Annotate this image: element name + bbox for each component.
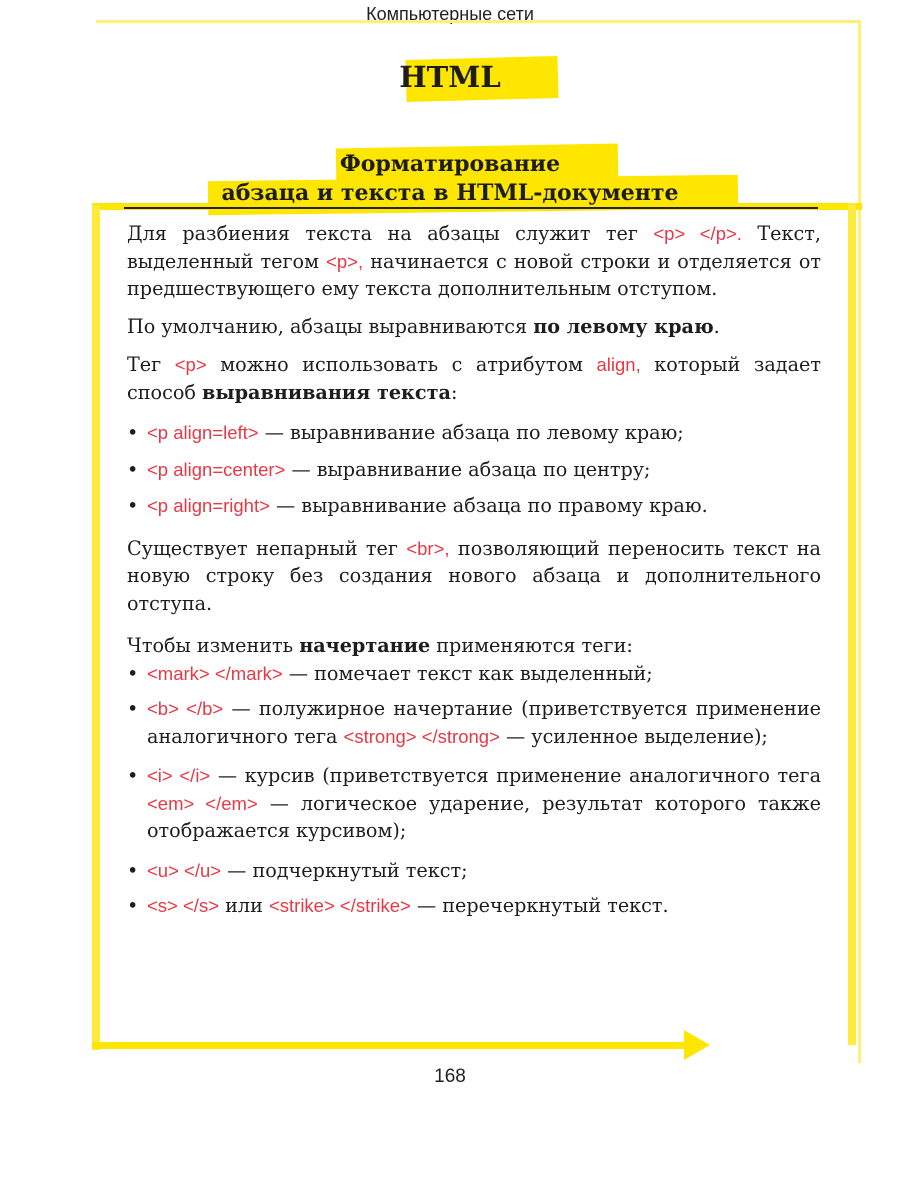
text: По умолчанию, абзацы выравниваются xyxy=(127,314,534,338)
bold-text: начертание xyxy=(299,634,431,657)
text: . xyxy=(713,314,720,338)
text: Текст, выделенный тегом xyxy=(127,222,821,273)
text: можно использовать с атрибутом xyxy=(206,353,597,376)
text: — выравнивание абзаца по центру; xyxy=(285,457,651,481)
yellow-box-left-edge xyxy=(92,205,100,1050)
subtitle-underline xyxy=(124,207,818,209)
text: применяются теги: xyxy=(430,634,633,657)
paragraph-default-align xyxy=(127,313,821,341)
list-item-align-left xyxy=(127,419,821,447)
code-tag: <s> </s> xyxy=(147,895,219,916)
text: который задает способ xyxy=(127,353,821,404)
subtitle-line-2: абзаца и текста в HTML-документе xyxy=(221,180,679,206)
text: — усиленное выделение); xyxy=(499,724,768,748)
bold-text: по левому краю xyxy=(533,314,714,338)
code-tag: <strike> </strike> xyxy=(268,895,411,916)
text: начинается с новой строки и отделяется от предшествующего ему текста дополнительным отступом. xyxy=(127,249,821,300)
text: позволяющий переносить текст на новую строку без создания нового абзаца и дополнительного отступа. xyxy=(127,536,821,615)
list-item-italic xyxy=(127,762,821,845)
code-tag: <p align=left> xyxy=(147,422,259,443)
content-body xyxy=(127,220,821,920)
code-tag: <p>, xyxy=(326,250,364,272)
code-tag: <p> xyxy=(174,354,207,375)
code-tag: <p align=right> xyxy=(147,495,270,516)
text: — выравнивание абзаца по левому краю; xyxy=(258,421,684,444)
paragraph-align-attribute xyxy=(127,351,821,406)
code-tag: align, xyxy=(596,354,641,375)
subtitle-line-1: Форматирование xyxy=(339,151,561,177)
page-title: HTML xyxy=(399,60,501,94)
text: или xyxy=(219,894,269,917)
paragraph-br-tag xyxy=(127,535,821,618)
paragraph-p-tag xyxy=(127,220,821,303)
yellow-box-right-edge xyxy=(848,203,856,1045)
code-tag: <b> </b> xyxy=(147,698,224,719)
text: — выравнивание абзаца по правому краю. xyxy=(269,494,708,517)
bold-text: выравнивания текста xyxy=(202,380,451,404)
list-item-strike xyxy=(127,892,821,920)
arrow-right-icon xyxy=(684,1030,710,1060)
page-number: 168 xyxy=(434,1066,466,1087)
text: Существует непарный тег xyxy=(127,536,407,560)
code-tag: <p> </p>. xyxy=(653,223,742,244)
text: — помечает текст как выделенный; xyxy=(282,661,653,685)
code-tag: <p align=center> xyxy=(147,458,286,480)
running-header: Компьютерные сети xyxy=(366,4,534,24)
text: Чтобы изменить xyxy=(127,634,300,657)
text: Для разбиения текста на абзацы служит тег xyxy=(127,222,654,245)
yellow-arrow-shaft xyxy=(92,1042,702,1049)
code-tag: <i> </i> xyxy=(147,765,211,786)
list-item-underline xyxy=(127,857,821,885)
section-subtitle xyxy=(0,150,900,208)
code-tag: <strong> </strong> xyxy=(343,725,500,747)
list-item-mark xyxy=(127,660,821,688)
text: — курсив (приветствуется применение аналогичного тега xyxy=(210,764,822,787)
code-tag: <em> </em> xyxy=(147,792,258,814)
text: — подчеркнутый текст; xyxy=(221,858,468,882)
list-item-bold xyxy=(127,695,821,750)
text: Тег xyxy=(127,353,175,376)
code-tag: <u> </u> xyxy=(147,859,222,881)
code-tag: <br>, xyxy=(406,537,450,559)
list-item-align-center xyxy=(127,456,821,484)
text: — полужирное начертание (приветствуется применение аналогичного тега xyxy=(147,697,821,748)
paragraph-style-intro xyxy=(127,632,821,660)
list-item-align-right xyxy=(127,492,821,520)
text: : xyxy=(450,380,458,404)
text: — логическое ударение, результат которого также отображается курсивом); xyxy=(147,791,821,842)
text: — перечеркнутый текст. xyxy=(410,894,669,917)
code-tag: <mark> </mark> xyxy=(147,662,283,684)
